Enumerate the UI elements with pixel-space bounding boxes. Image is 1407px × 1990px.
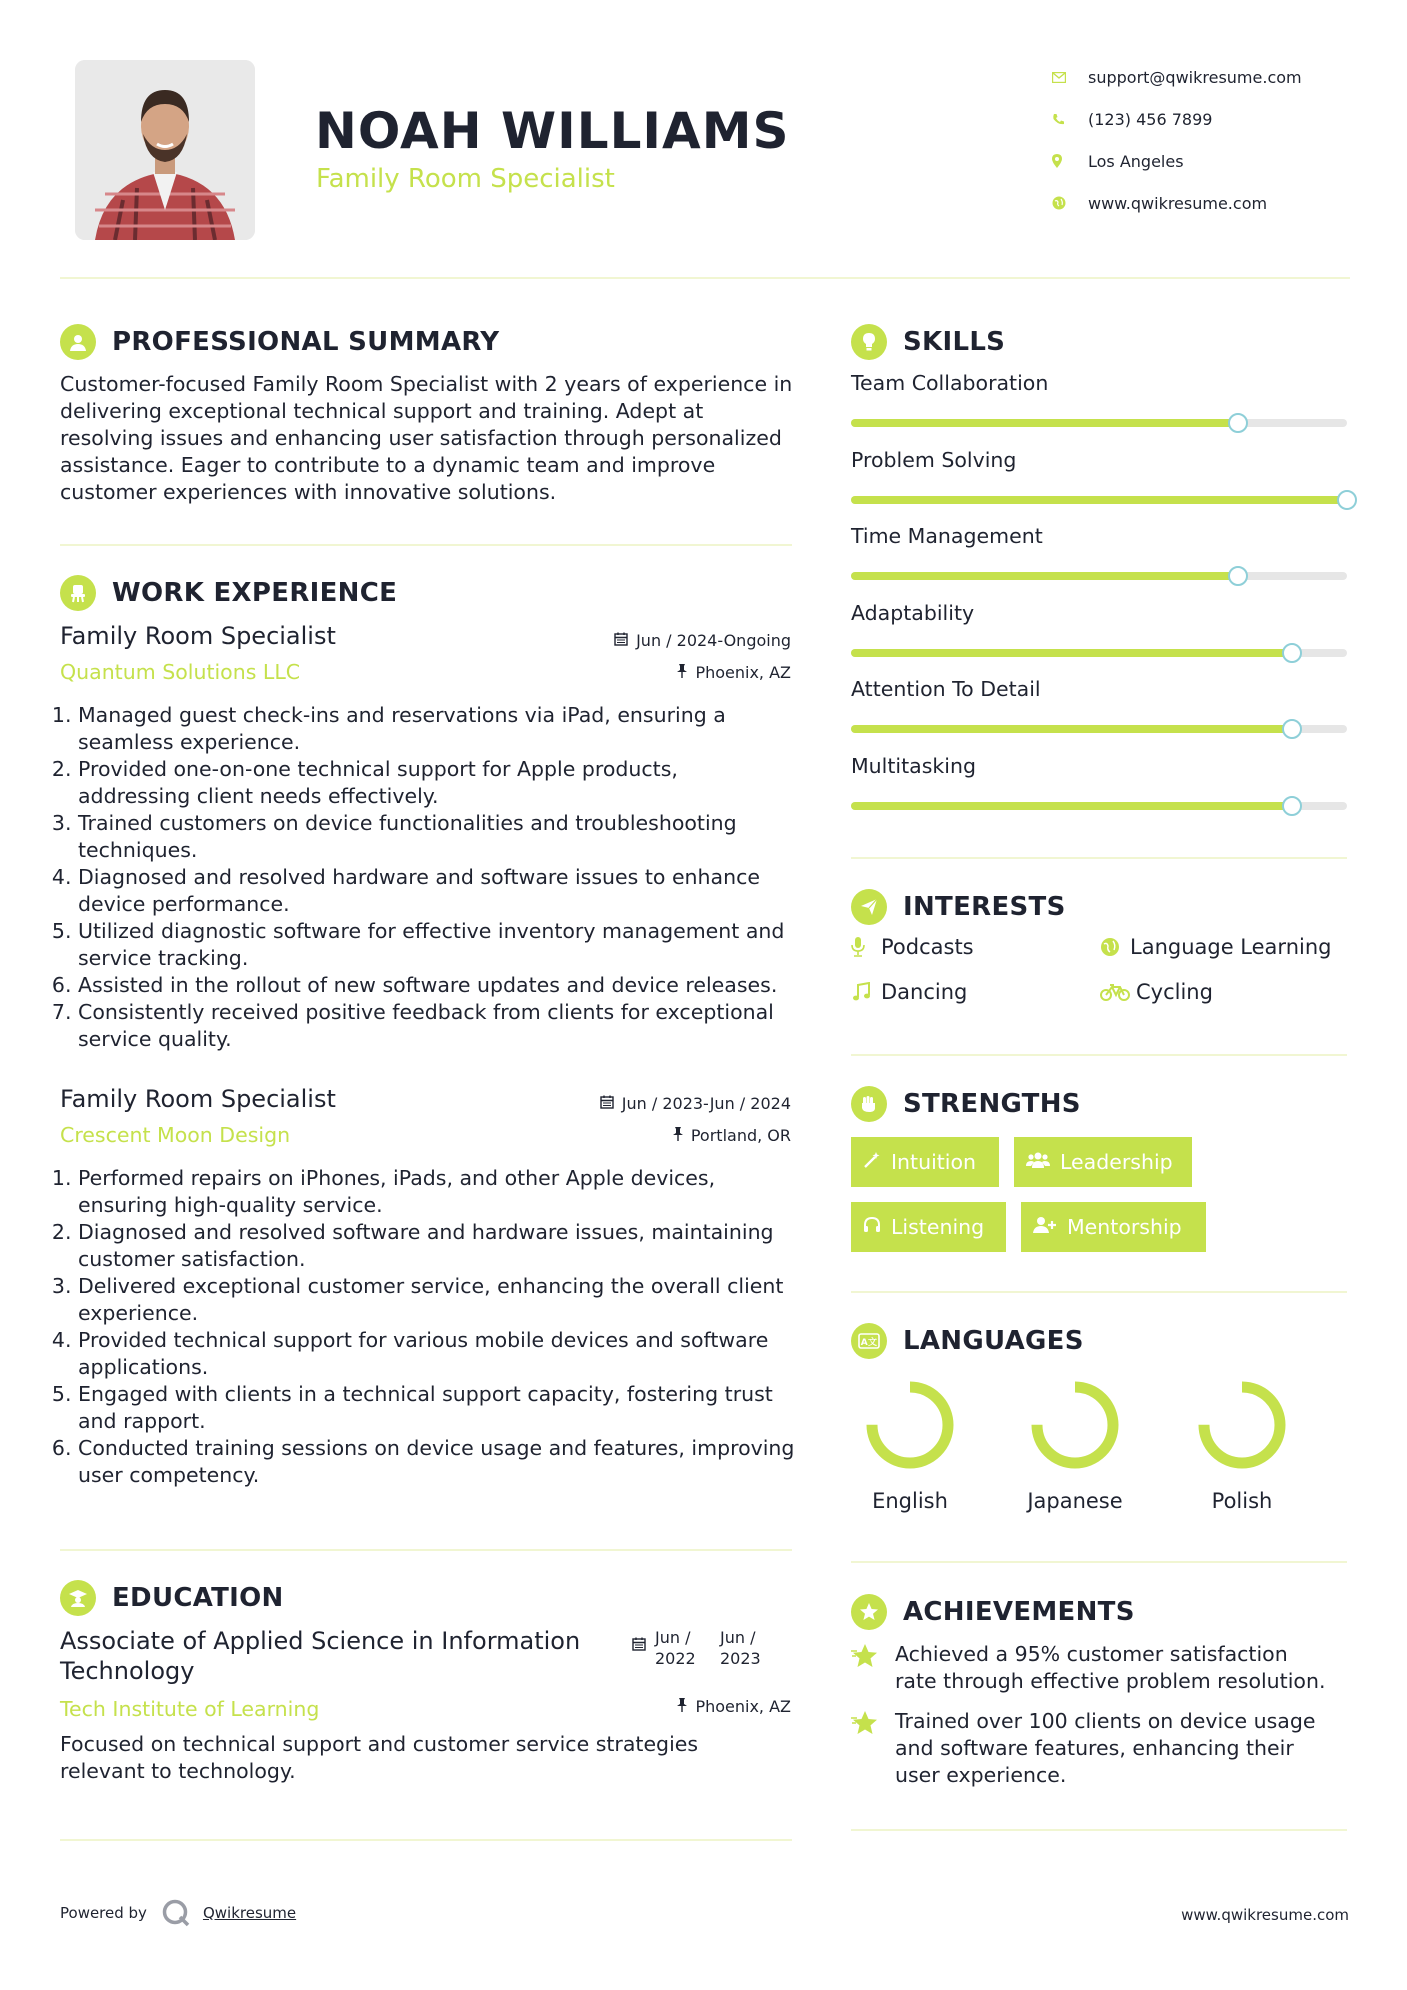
education-location bbox=[677, 1697, 791, 1716]
interests-title: INTERESTS bbox=[903, 892, 1066, 922]
interest-dancing bbox=[851, 980, 967, 1004]
lightbulb-icon bbox=[851, 324, 887, 360]
job-2-title: Family Room Specialist bbox=[60, 1085, 336, 1113]
education-start-date: Jun / 2022 bbox=[655, 1628, 696, 1668]
pushpin-icon bbox=[673, 1126, 683, 1145]
skill-label: Team Collaboration bbox=[851, 371, 1049, 395]
strength-tag-mentorship bbox=[1021, 1202, 1206, 1252]
achievement-item bbox=[851, 1641, 1351, 1695]
interest-label: Cycling bbox=[1136, 980, 1213, 1004]
interest-label: Dancing bbox=[881, 980, 968, 1004]
skill-label: Multitasking bbox=[851, 753, 976, 778]
phone-icon bbox=[1050, 113, 1088, 126]
strengths-divider bbox=[851, 1291, 1347, 1293]
contact-phone-text: (123) 456 7899 bbox=[1088, 109, 1213, 129]
experience-title: WORK EXPERIENCE bbox=[112, 578, 398, 608]
contact-phone bbox=[1050, 98, 1360, 140]
job-2-company: Crescent Moon Design bbox=[60, 1123, 291, 1147]
job-2-location-text: Portland, OR bbox=[690, 1126, 791, 1145]
strength-label: Mentorship bbox=[1067, 1215, 1182, 1239]
star-icon bbox=[851, 1710, 881, 1789]
education-description: Focused on technical support and customer service strategies relevant to technology. bbox=[60, 1732, 699, 1783]
skill-bar-track bbox=[851, 725, 1347, 733]
skill-item bbox=[851, 754, 1347, 810]
skill-label: Attention To Detail bbox=[851, 677, 1041, 701]
achievement-item bbox=[851, 1708, 1351, 1789]
contact-location bbox=[1050, 140, 1360, 182]
achievements-title: ACHIEVEMENTS bbox=[903, 1597, 1135, 1627]
list-item: 1. Performed repairs on iPhones, iPads, and other Apple devices, ensuring high-quality service. bbox=[78, 1165, 800, 1219]
candidate-role: Family Room Specialist bbox=[316, 164, 615, 194]
skill-level-knob bbox=[1228, 413, 1248, 433]
job-1-location-text: Phoenix, AZ bbox=[695, 663, 791, 682]
language-level-arc bbox=[1037, 1387, 1113, 1463]
experience-heading bbox=[60, 575, 397, 611]
star-badge-icon bbox=[851, 1594, 887, 1630]
list-item: 7. Consistently received positive feedback from clients for exceptional service quality. bbox=[78, 999, 796, 1053]
skill-bar-track bbox=[851, 649, 1347, 657]
languages-divider bbox=[851, 1561, 1347, 1563]
person-portrait-icon bbox=[75, 60, 255, 240]
list-item: 5. Engaged with clients in a technical support capacity, fostering trust and rapport. bbox=[78, 1381, 800, 1435]
skill-label: Problem Solving bbox=[851, 447, 1017, 472]
list-item: 2. Diagnosed and resolved software and hardware issues, maintaining customer satisfaction. bbox=[78, 1219, 800, 1273]
skill-level-knob bbox=[1337, 490, 1357, 510]
map-pin-icon bbox=[1050, 154, 1088, 168]
job-2-dates bbox=[600, 1094, 791, 1113]
job-2-location bbox=[673, 1126, 791, 1145]
star-icon bbox=[851, 1643, 881, 1695]
list-item: 1. Managed guest check-ins and reservations via iPad, ensuring a seamless experience. bbox=[78, 702, 796, 756]
pushpin-icon bbox=[677, 1697, 687, 1716]
skill-bar-track bbox=[851, 802, 1347, 810]
microphone-icon bbox=[851, 937, 881, 957]
strengths-heading bbox=[851, 1086, 1081, 1122]
skills-title: SKILLS bbox=[903, 327, 1006, 357]
skill-bar-track bbox=[851, 572, 1347, 580]
pushpin-icon bbox=[677, 663, 687, 682]
language-level-ring bbox=[860, 1375, 960, 1475]
skill-bar-fill bbox=[851, 572, 1238, 580]
language-label: Japanese bbox=[1027, 1489, 1123, 1513]
list-item: 4. Provided technical support for various mobile devices and software applications. bbox=[78, 1327, 800, 1381]
list-item: 2. Provided one-on-one technical support for Apple products, addressing client needs effectively. bbox=[78, 756, 796, 810]
education-divider bbox=[60, 1839, 792, 1841]
skill-bar-track bbox=[851, 496, 1347, 504]
contact-email bbox=[1050, 56, 1360, 98]
language-item bbox=[1015, 1375, 1135, 1513]
school-name: Tech Institute of Learning bbox=[60, 1697, 320, 1721]
contact-website bbox=[1050, 182, 1360, 224]
qwikresume-link[interactable]: Qwikresume bbox=[202, 1904, 297, 1922]
magic-wand-icon bbox=[863, 1150, 881, 1174]
summary-title: PROFESSIONAL SUMMARY bbox=[112, 327, 500, 357]
strength-tag-intuition bbox=[851, 1137, 999, 1187]
paper-plane-icon bbox=[851, 889, 887, 925]
skill-level-knob bbox=[1228, 566, 1248, 586]
translate-icon bbox=[851, 1323, 887, 1359]
strength-tag-leadership bbox=[1014, 1137, 1192, 1187]
envelope-icon bbox=[1050, 72, 1088, 83]
job-1-company: Quantum Solutions LLC bbox=[60, 660, 301, 684]
bicycle-icon bbox=[1100, 983, 1130, 1001]
skill-item bbox=[851, 601, 1347, 657]
experience-divider bbox=[60, 1549, 792, 1551]
summary-divider bbox=[60, 544, 792, 546]
user-icon bbox=[60, 324, 96, 360]
profile-photo bbox=[75, 60, 255, 240]
interest-language-learning bbox=[1100, 935, 1331, 959]
skill-bar-track bbox=[851, 419, 1347, 427]
skill-item bbox=[851, 524, 1347, 580]
job-2-duties bbox=[56, 1165, 800, 1489]
summary-text: Customer-focused Family Room Specialist with 2 years of experience in delivering exceptional technical support and training. Adept at resolving issues and enhancing user satisfaction through personalized assistance. Eager to contribute to a dynamic team and improve customer experiences with innovative solutions. bbox=[60, 372, 793, 504]
job-2-dates-text: Jun / 2023-Jun / 2024 bbox=[621, 1094, 791, 1113]
list-item: 5. Utilized diagnostic software for effective inventory management and service tracking. bbox=[78, 918, 796, 972]
language-item bbox=[1182, 1375, 1302, 1513]
skill-level-knob bbox=[1282, 643, 1302, 663]
achievement-text: Achieved a 95% customer satisfaction rate through effective problem resolution. bbox=[895, 1642, 1326, 1693]
job-1-dates-text: Jun / 2024-Ongoing bbox=[636, 631, 791, 650]
language-level-ring bbox=[1192, 1375, 1292, 1475]
calendar-icon bbox=[614, 631, 628, 650]
globe-icon bbox=[1050, 196, 1088, 210]
language-item bbox=[850, 1375, 970, 1513]
languages-heading bbox=[851, 1323, 1084, 1359]
contact-location-text: Los Angeles bbox=[1088, 151, 1184, 171]
skill-item bbox=[851, 448, 1347, 504]
language-level-arc bbox=[1204, 1387, 1280, 1463]
achievements-divider bbox=[851, 1829, 1347, 1831]
calendar-icon bbox=[600, 1094, 614, 1113]
list-item: 3. Trained customers on device functionalities and troubleshooting techniques. bbox=[78, 810, 796, 864]
interests-divider bbox=[851, 1054, 1347, 1056]
skill-label: Adaptability bbox=[851, 600, 975, 625]
headphones-icon bbox=[863, 1215, 881, 1239]
education-title: EDUCATION bbox=[112, 1583, 284, 1613]
list-item: 6. Assisted in the rollout of new software updates and device releases. bbox=[78, 972, 796, 999]
skill-bar-fill bbox=[851, 496, 1347, 504]
qwikresume-logo-icon bbox=[161, 1898, 191, 1928]
user-plus-icon bbox=[1033, 1215, 1057, 1239]
languages-title: LANGUAGES bbox=[903, 1326, 1084, 1356]
job-1-location bbox=[677, 663, 791, 682]
skill-bar-fill bbox=[851, 725, 1292, 733]
strength-tag-listening bbox=[851, 1202, 1006, 1252]
skill-item bbox=[851, 677, 1347, 733]
interest-label: Language Learning bbox=[1130, 935, 1332, 959]
list-item: 4. Diagnosed and resolved hardware and software issues to enhance device performance. bbox=[78, 864, 796, 918]
fist-icon bbox=[851, 1086, 887, 1122]
skill-bar-fill bbox=[851, 802, 1292, 810]
graduate-icon bbox=[60, 1580, 96, 1616]
chair-icon bbox=[60, 575, 96, 611]
language-label: Polish bbox=[1211, 1489, 1273, 1513]
skill-level-knob bbox=[1282, 796, 1302, 816]
job-1-title: Family Room Specialist bbox=[60, 622, 336, 650]
achievements-heading bbox=[851, 1594, 1135, 1630]
powered-by-label: Powered by bbox=[60, 1904, 147, 1922]
skill-bar-fill bbox=[851, 649, 1292, 657]
language-level-ring bbox=[1025, 1375, 1125, 1475]
skill-label: Time Management bbox=[851, 524, 1043, 548]
calendar-icon bbox=[632, 1636, 646, 1655]
education-location-text: Phoenix, AZ bbox=[695, 1697, 791, 1716]
interest-podcasts bbox=[851, 935, 974, 959]
skill-bar-fill bbox=[851, 419, 1238, 427]
contact-list bbox=[1050, 56, 1360, 224]
education-heading bbox=[60, 1580, 284, 1616]
interest-cycling bbox=[1100, 980, 1213, 1004]
footer-website[interactable]: www.qwikresume.com bbox=[1181, 1906, 1349, 1924]
degree-title: Associate of Applied Science in Information Technology bbox=[60, 1627, 581, 1685]
header-divider bbox=[60, 277, 1350, 279]
job-1-duties bbox=[56, 702, 796, 1053]
candidate-name: NOAH WILLIAMS bbox=[315, 102, 790, 160]
interests-heading bbox=[851, 889, 1066, 925]
strength-label: Listening bbox=[891, 1215, 985, 1239]
footer-powered-by bbox=[60, 1898, 296, 1928]
strengths-title: STRENGTHS bbox=[903, 1089, 1081, 1119]
job-1-dates bbox=[614, 631, 791, 650]
contact-email-text[interactable]: support@qwikresume.com bbox=[1088, 67, 1302, 87]
skill-level-knob bbox=[1282, 719, 1302, 739]
globe-icon bbox=[1100, 937, 1130, 957]
language-level-arc bbox=[872, 1387, 948, 1463]
contact-website-text[interactable]: www.qwikresume.com bbox=[1088, 193, 1268, 213]
skills-heading bbox=[851, 324, 1005, 360]
interest-label: Podcasts bbox=[881, 935, 974, 959]
skills-divider bbox=[851, 857, 1347, 859]
achievement-text: Trained over 100 clients on device usage and software features, enhancing their user experience. bbox=[895, 1709, 1316, 1787]
strength-label: Leadership bbox=[1060, 1150, 1173, 1174]
svg-text:A文: A文 bbox=[860, 1338, 878, 1348]
summary-heading bbox=[60, 324, 499, 360]
strength-label: Intuition bbox=[891, 1150, 977, 1174]
list-item: 6. Conducted training sessions on device usage and features, improving user competency. bbox=[78, 1435, 800, 1489]
education-end-date: Jun / 2023 bbox=[720, 1628, 761, 1668]
list-item: 3. Delivered exceptional customer service, enhancing the overall client experience. bbox=[78, 1273, 800, 1327]
music-note-icon bbox=[851, 982, 881, 1002]
language-label: English bbox=[872, 1489, 948, 1513]
skill-item bbox=[851, 371, 1347, 427]
group-icon bbox=[1026, 1150, 1050, 1174]
